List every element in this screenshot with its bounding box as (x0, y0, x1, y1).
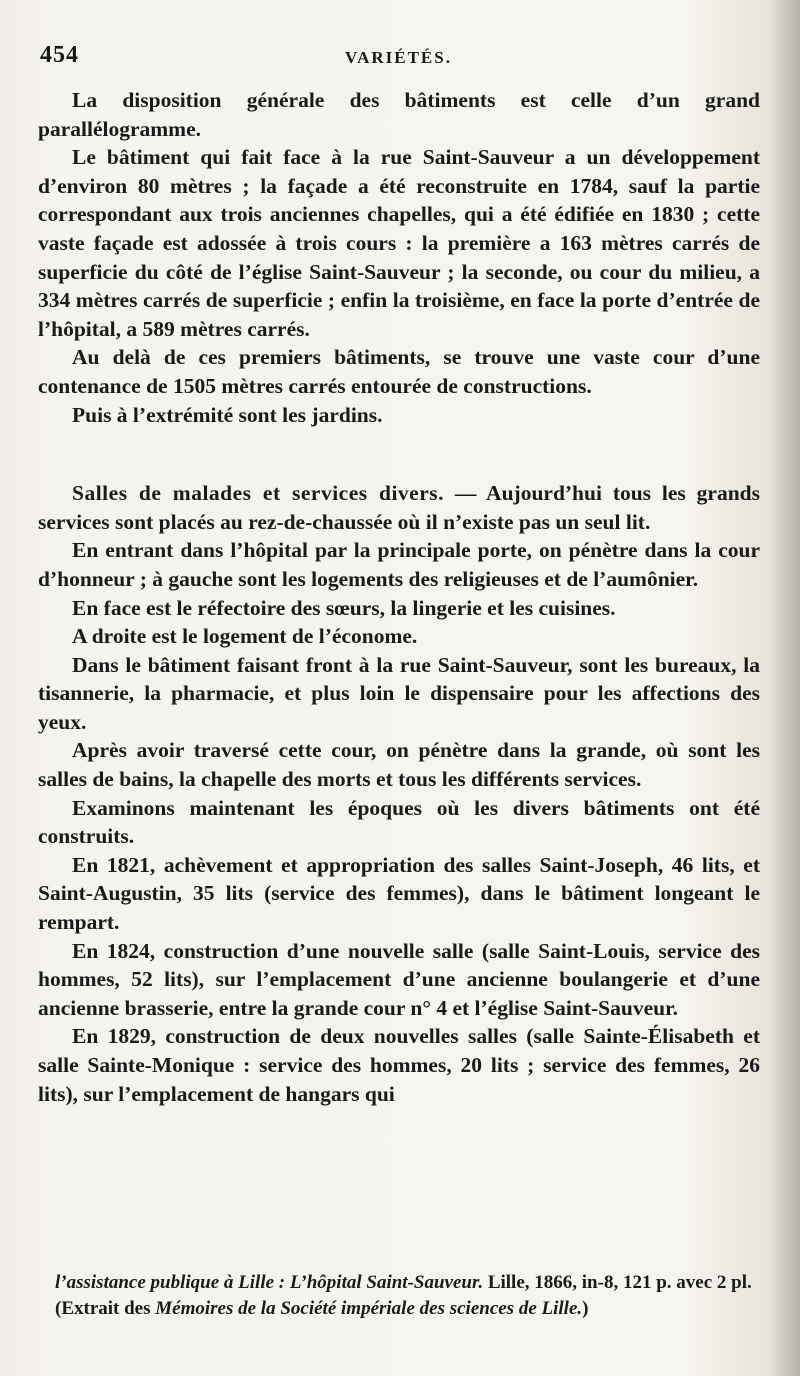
paragraph: Dans le bâtiment faisant front à la rue Saint-Sauveur, sont les bureaux, la tisannerie, la pharmacie, et plus loin le dispensaire pour les affections des yeux. (38, 652, 760, 734)
paragraph: Le bâtiment qui fait face à la rue Saint-Sauveur a un développement d’environ 80 mètres ; la façade a été reconstruite en 1784, sauf la partie correspondant aux trois anciennes chapelles, qui a été édifiée en 1830 ; cette vaste façade est adossée à trois cours : la première a 163 mètres carrés de superficie du côté de l’église Saint-Sauveur ; la seconde, ou cour du milieu, a 334 mètres carrés de superficie ; enfin la troisième, en face la porte d’entrée de l’hôpital, a 589 mètres carrés. (38, 145, 760, 341)
section-text: — Aujourd’hui tous les grands services sont placés au rez-de-chaussée où il n’existe pas un seul lit. (38, 481, 760, 534)
footnote (55, 1270, 775, 1322)
section-gap (38, 429, 760, 479)
paragraph: En 1821, achèvement et appropriation des salles Saint-Joseph, 46 lits, et Saint-Augustin, 35 lits (service des femmes), dans le bâtiment longeant le rempart. (38, 852, 760, 935)
footnote-title: l’assistance publique à Lille : L’hôpital Saint-Sauveur. (55, 1272, 484, 1293)
paragraph: Examinons maintenant les époques où les divers bâtiments ont été construits. (38, 795, 760, 849)
paragraph: Puis à l’extrémité sont les jardins. (72, 402, 383, 427)
running-head: VARIÉTÉS. (345, 48, 452, 67)
page-header (40, 42, 760, 82)
page-number: 454 (40, 42, 79, 68)
section-paragraph (38, 479, 760, 536)
footnote-close: ) (582, 1298, 589, 1319)
section-title: Salles de malades et services divers. (72, 481, 444, 506)
footnote-text (55, 1270, 775, 1322)
paragraph: La disposition générale des bâtiments est celle d’un grand parallélogramme. (38, 88, 760, 141)
body-text (38, 86, 760, 1108)
paragraph: A droite est le logement de l’économe. (72, 624, 418, 649)
paragraph: En entrant dans l’hôpital par la principale porte, on pénètre dans la cour d’honneur ; à gauche sont les logements des religieuses et de l’aumônier. (38, 538, 760, 591)
paragraph: En 1824, construction d’une nouvelle salle (salle Saint-Louis, service des hommes, 52 lits), sur l’emplacement d’une ancienne boulangerie et d’une ancienne brasserie, entre la grande cour n° 4 et l’église Saint-Sauveur. (38, 938, 760, 1020)
paragraph: En face est le réfectoire des sœurs, la lingerie et les cuisines. (72, 595, 616, 620)
footnote-citation: Lille, 1866, in-8, 121 p. avec 2 pl. (Extrait des (55, 1272, 752, 1319)
page-edge-shadow (772, 0, 800, 1376)
paragraph: En 1829, construction de deux nouvelles salles (salle Sainte-Élisabeth et salle Sainte-Monique : service des hommes, 20 lits ; service des femmes, 26 lits), sur l’emplacement de hangars qui (38, 1024, 760, 1106)
paragraph: Au delà de ces premiers bâtiments, se trouve une vaste cour d’une contenance de 1505 mètres carrés entourée de constructions. (38, 345, 760, 398)
paragraph: Après avoir traversé cette cour, on pénètre dans la grande, où sont les salles de bains, la chapelle des morts et tous les différents services. (38, 738, 760, 792)
footnote-source: Mémoires de la Société impériale des sciences de Lille. (155, 1298, 583, 1319)
